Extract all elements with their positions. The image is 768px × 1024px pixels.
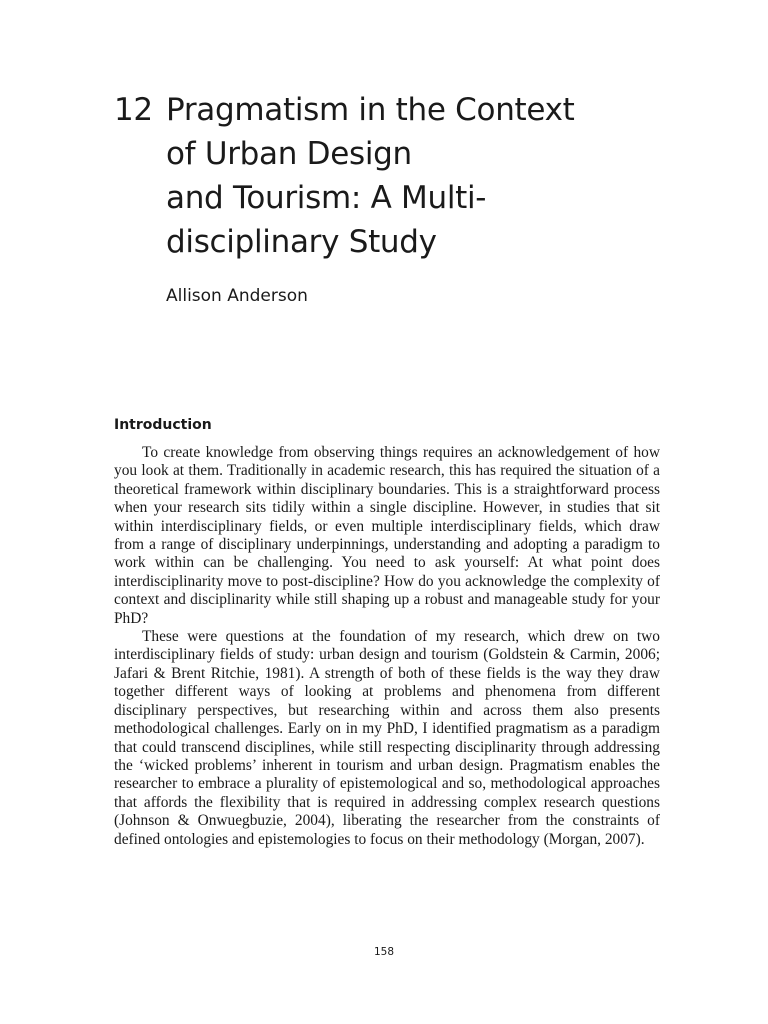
chapter-title-line-4: disciplinary Study [166, 224, 437, 260]
chapter-title-line-2: of Urban Design [166, 136, 412, 172]
chapter-title-line-1 [114, 88, 674, 132]
chapter-author: Allison Anderson [166, 286, 308, 306]
chapter-number: 12 [114, 92, 153, 128]
body-text [114, 444, 660, 849]
paragraph-2: These were questions at the foundation of my research, which drew on two interdisciplinary fields of study: urban design and tourism (Goldstein & Carmin, 2006; Jafari & Brent Ritchie, 1981). A strength of both of these fields is the way they draw together different ways of looking at problems and phenomena from different disciplinary perspectives, but researching within and across them also presents methodological challenges. Early on in my PhD, I identified pragmatism as a paradigm that could transcend disciplines, while still respecting disciplinarity through addressing the ‘wicked problems’ inherent in tourism and urban design. Pragmatism enables the researcher to embrace a plurality of epistemological and so, methodological approaches that affords the flexibility that is required in addressing complex research questions (Johnson & Onwuegbuzie, 2004), liberating the researcher from the constraints of defined ontologies and epistemologies to focus on their methodology (Morgan, 2007). [114, 628, 660, 848]
chapter-title-line-3: and Tourism: A Multi- [166, 180, 487, 216]
chapter-title-text-1: Pragmatism in the Context [166, 92, 575, 128]
chapter-title [114, 88, 674, 264]
section-heading: Introduction [114, 417, 212, 433]
page-number: 158 [373, 946, 395, 958]
paragraph-1: To create knowledge from observing things requires an acknowledgement of how you look at them. Traditionally in academic research, this has required the situation of a theoretical framework within disciplinary boundaries. This is a straightforward process when your research sits tidily within a single discipline. However, in studies that sit within interdisciplinary fields, or even multiple interdisciplinary fields, which draw from a range of disciplinary underpinnings, understanding and adopting a paradigm to work within can be challenging. You need to ask yourself: At what point does interdisciplinarity move to post-discipline? How do you acknowledge the complexity of context and disciplinarity while still shaping up a robust and manageable study for your PhD? [114, 444, 660, 627]
